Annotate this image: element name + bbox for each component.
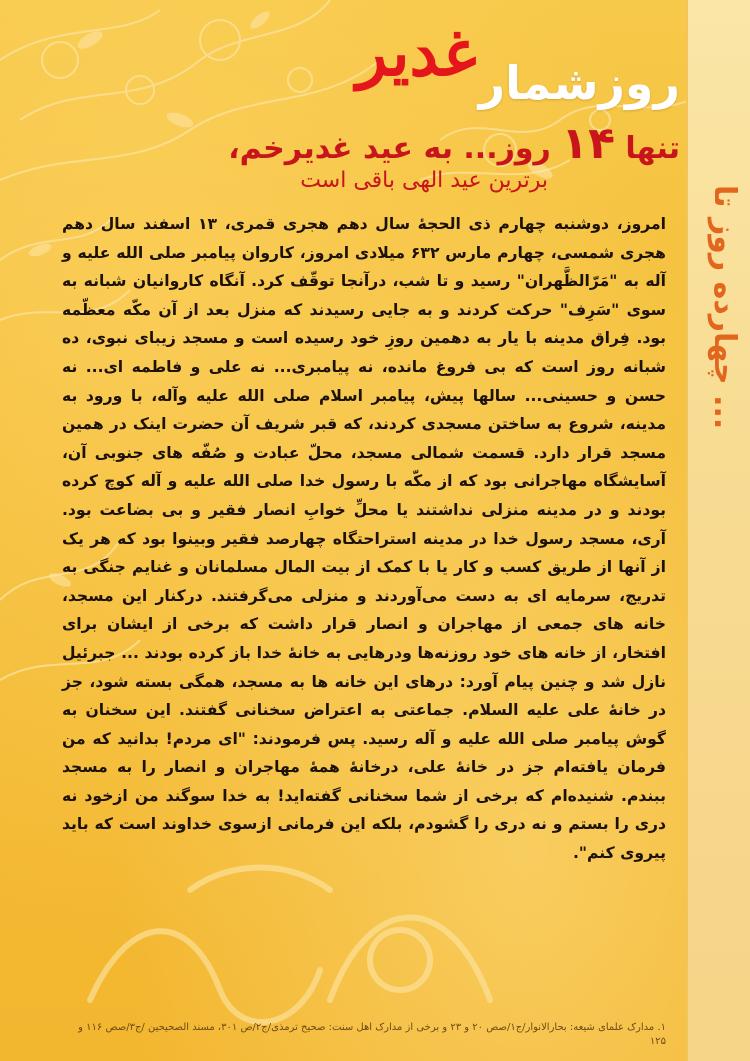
article-body: امروز، دوشنبه چهارم ذی الحجهٔ سال دهم هجری قمری، ۱۳ اسفند سال دهم هجری شمسی، چهارم مارس ۶۳۲ میلادی امروز، کاروان پیامبر صلی الله علیه و آله به "مَرّالظَّهران" رسید و تا شب، درآنجا توقّف کرد. آنگاه کاروانیان شبانه به سوی "سَرِف" حرکت کردند و به جایی رسیدند که منزل بعد از آن مکّه معظّمه بود. فِراق مدینه با یار به دهمین روزِ خود رسیده است و مسجد زیبای نبوی، ده شبانه روز است که بی فروغ مانده، نه پیامبری... نه علی و فاطمه ای... نه حسن و حسینی... سالها پیش، پیامبر اسلام صلی الله علیه وآله، با ورود به مدینه، شروع به ساختن مسجدی کردند، که قبر شریف آن حضرت اینک در همین مسجد قرار دارد. قسمت شمالی مسجد، محلّ عبادت و صُفّه های جنوبی آن، آسایشگاه مهاجرانی بود که از مکّه با رسول خدا صلی الله علیه و آله کوچ کرده بودند و در مدینه منزلی نداشتند یا محلِّ خوابِ انصار فقیر و بی بضاعت بود. آری، مسجد رسول خدا در مدینه استراحتگاه چهارصد فقیر وبینوا بود که هر یک از آنها از طریق کسب و کار یا با کمک از بیت المال مسلمانان و غنایم جنگی به تدریج، سرمایه ای به دست می‌آوردند و منزلی می‌گرفتند. درکنار این مسجد، خانه های جمعی از مهاجران و انصار قرار داشت که برخی از ایشان برای افتخار، از خانه های خود روزنه‌ها ودرهایی به خانهٔ خدا باز کرده بودند ... جبرئیل نازل شد و چنین پیام آورد: درهای این خانه ها به مسجد، همگی بسته شود، جز در خانهٔ علی علیه السلام. جماعتی به اعتراض سخنانی گفتند. این سخنان به گوش پیامبر صلی الله علیه و آله رسید. پس فرمودند: "ای مردم! بدانید که من فرمان یافته‌ام جز در خانهٔ علی، درخانهٔ همهٔ مهاجران و انصار را به مسجد ببندم. شنیده‌ام که برخی از شما سخنانی گفته‌اید! به خدا سوگند من ازخود نه دری را بستم و نه دری را گشودم، بلکه این فرمانی ازسوی خداوند است که باید پیروی کنم". [62, 215, 667, 863]
side-strip [686, 0, 750, 1061]
headline-prefix: تنها [625, 131, 680, 166]
headline [228, 118, 680, 169]
brand-logo [356, 16, 680, 110]
subheadline: برترین عید الهی باقی است [300, 168, 548, 193]
brand-text-accent: غدیر [356, 16, 477, 91]
headline-suffix: روز... به عید غدیرخم، [228, 131, 551, 166]
headline-number: ۱۴ [561, 118, 615, 169]
footnote: ۱. مدارک علمای شیعه: بحارالانوار/ج۱/صص ۲۰ و ۲۳ و برخی از مدارک اهل سنت: صحیح ترمذی/ج۲/ص ۳۰۱، مسند الصحیحین /ج۳/صص ۱۱۶ و ۱۲۵ [78, 1022, 666, 1047]
calligraphy-watermark-icon [70, 850, 530, 1050]
side-label: چهارده روز تا ... [707, 185, 742, 430]
title-group [40, 18, 680, 198]
brand-text-main: روزشمار [478, 56, 680, 110]
